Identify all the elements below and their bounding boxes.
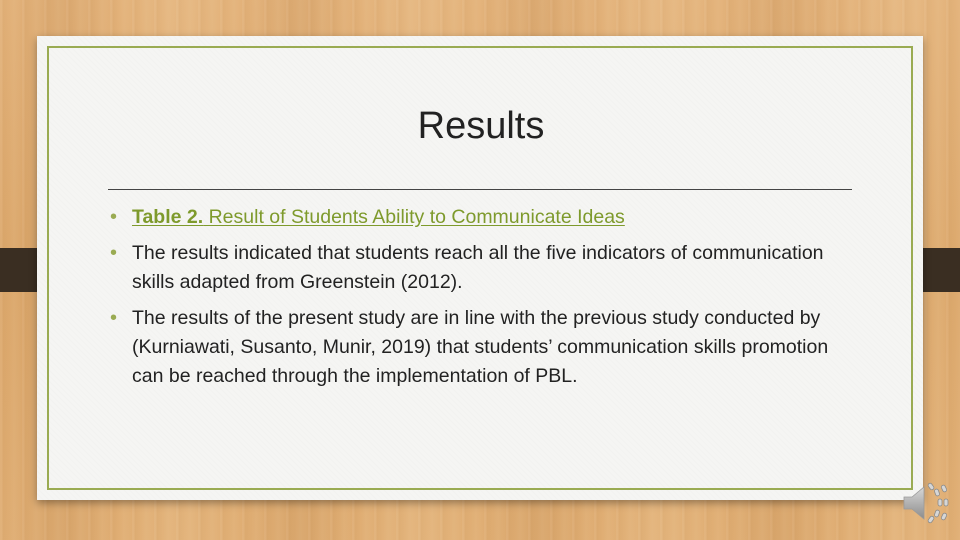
slide-title: Results <box>417 105 545 147</box>
bullet-item-results <box>110 239 840 297</box>
bullet-list <box>110 203 840 398</box>
table-caption-link[interactable] <box>132 206 625 228</box>
speaker-icon[interactable] <box>900 480 950 526</box>
bullet-text: The results indicated that students reach all the five indicators of communication skills adapted from Greenstein (2012). <box>132 242 824 293</box>
bullet-item-comparison <box>110 304 840 391</box>
bullet-dot-icon: • <box>110 307 118 329</box>
bullet-dot-icon: • <box>110 242 118 264</box>
table-caption-label: Table 2. <box>132 206 204 228</box>
bullet-item-table-caption <box>110 203 840 232</box>
title-divider <box>108 189 852 190</box>
bullet-dot-icon: • <box>110 206 118 228</box>
bullet-text: The results of the present study are in line with the previous study conducted by (Kurniawati, Susanto, Munir, 2019) that students’ communication skills promotion can be reached through the implementation of PBL. <box>132 307 829 387</box>
table-caption-text: Result of Students Ability to Communicate Ideas <box>203 206 625 228</box>
